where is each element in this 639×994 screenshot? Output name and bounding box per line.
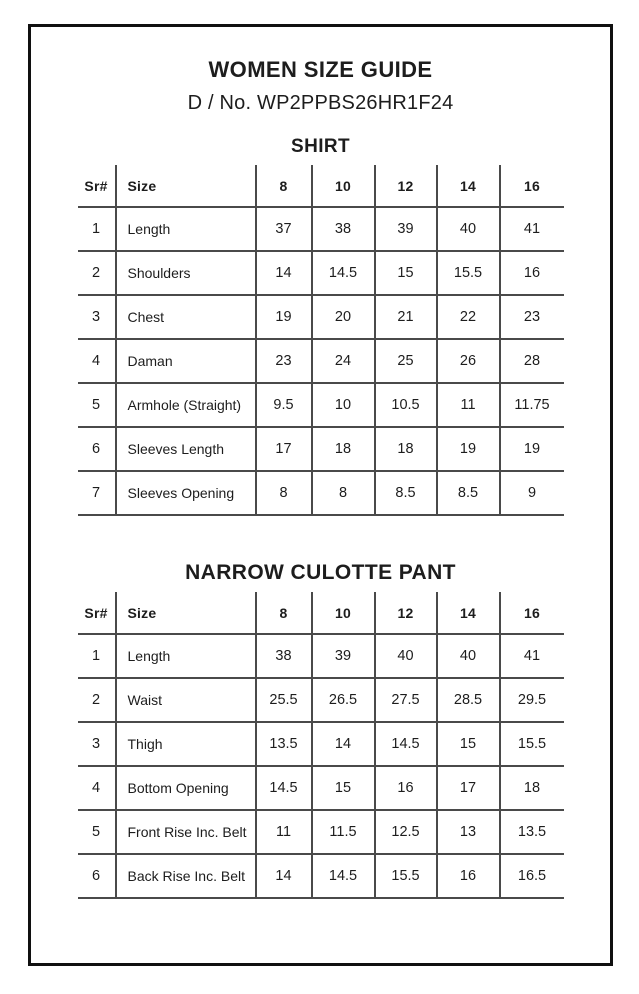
table-row xyxy=(78,766,564,810)
size-value-cell: 26.5 xyxy=(312,678,375,722)
size-column-header: Size xyxy=(116,592,256,634)
size-value-cell: 10.5 xyxy=(375,383,437,427)
size-value-cell: 18 xyxy=(375,427,437,471)
row-number-cell: 6 xyxy=(78,854,116,898)
size-value-cell: 19 xyxy=(500,427,564,471)
size-number-header: 16 xyxy=(500,592,564,634)
size-value-cell: 39 xyxy=(375,207,437,251)
size-value-cell: 21 xyxy=(375,295,437,339)
size-value-cell: 16 xyxy=(500,251,564,295)
size-value-cell: 17 xyxy=(256,427,312,471)
size-value-cell: 41 xyxy=(500,634,564,678)
size-value-cell: 26 xyxy=(437,339,500,383)
size-value-cell: 16 xyxy=(437,854,500,898)
row-number-cell: 6 xyxy=(78,427,116,471)
size-value-cell: 8.5 xyxy=(437,471,500,515)
size-guide-card xyxy=(28,24,613,966)
size-value-cell: 15.5 xyxy=(375,854,437,898)
size-number-header: 12 xyxy=(375,165,437,207)
size-value-cell: 38 xyxy=(256,634,312,678)
page-title: WOMEN SIZE GUIDE xyxy=(208,57,433,82)
size-value-cell: 14.5 xyxy=(312,854,375,898)
table-row xyxy=(78,207,564,251)
size-value-cell: 14 xyxy=(256,854,312,898)
size-value-cell: 8.5 xyxy=(375,471,437,515)
measurement-label-cell: Front Rise Inc. Belt xyxy=(116,810,256,854)
measurement-label-cell: Daman xyxy=(116,339,256,383)
row-number-cell: 2 xyxy=(78,251,116,295)
size-value-cell: 17 xyxy=(437,766,500,810)
table-row xyxy=(78,251,564,295)
measurement-label-cell: Back Rise Inc. Belt xyxy=(116,854,256,898)
size-value-cell: 18 xyxy=(500,766,564,810)
size-value-cell: 28 xyxy=(500,339,564,383)
table-row xyxy=(78,339,564,383)
size-value-cell: 15 xyxy=(437,722,500,766)
size-value-cell: 19 xyxy=(256,295,312,339)
measurement-label-cell: Sleeves Opening xyxy=(116,471,256,515)
size-value-cell: 38 xyxy=(312,207,375,251)
table-header-row xyxy=(78,165,564,207)
measurement-label-cell: Sleeves Length xyxy=(116,427,256,471)
row-number-cell: 7 xyxy=(78,471,116,515)
size-value-cell: 40 xyxy=(437,207,500,251)
measurement-label-cell: Length xyxy=(116,634,256,678)
table-row xyxy=(78,810,564,854)
size-value-cell: 14 xyxy=(312,722,375,766)
size-number-header: 10 xyxy=(312,592,375,634)
size-value-cell: 15 xyxy=(312,766,375,810)
serial-column-header: Sr# xyxy=(78,592,116,634)
size-value-cell: 15 xyxy=(375,251,437,295)
pant-section-title: NARROW CULOTTE PANT xyxy=(185,561,456,584)
size-value-cell: 11.5 xyxy=(312,810,375,854)
size-value-cell: 24 xyxy=(312,339,375,383)
size-number-header: 16 xyxy=(500,165,564,207)
size-value-cell: 20 xyxy=(312,295,375,339)
size-value-cell: 41 xyxy=(500,207,564,251)
size-value-cell: 11.75 xyxy=(500,383,564,427)
size-value-cell: 40 xyxy=(375,634,437,678)
table-row xyxy=(78,722,564,766)
size-value-cell: 23 xyxy=(256,339,312,383)
row-number-cell: 4 xyxy=(78,339,116,383)
table-row xyxy=(78,854,564,898)
size-value-cell: 10 xyxy=(312,383,375,427)
size-value-cell: 15.5 xyxy=(437,251,500,295)
size-value-cell: 14.5 xyxy=(256,766,312,810)
size-value-cell: 11 xyxy=(256,810,312,854)
table-row xyxy=(78,678,564,722)
row-number-cell: 3 xyxy=(78,722,116,766)
size-number-header: 8 xyxy=(256,165,312,207)
shirt-section-title: SHIRT xyxy=(291,136,350,157)
size-value-cell: 8 xyxy=(312,471,375,515)
serial-column-header: Sr# xyxy=(78,165,116,207)
row-number-cell: 1 xyxy=(78,634,116,678)
measurement-label-cell: Thigh xyxy=(116,722,256,766)
size-value-cell: 13.5 xyxy=(256,722,312,766)
measurement-label-cell: Armhole (Straight) xyxy=(116,383,256,427)
size-value-cell: 13.5 xyxy=(500,810,564,854)
row-number-cell: 3 xyxy=(78,295,116,339)
measurement-label-cell: Length xyxy=(116,207,256,251)
size-value-cell: 9.5 xyxy=(256,383,312,427)
size-value-cell: 29.5 xyxy=(500,678,564,722)
size-value-cell: 15.5 xyxy=(500,722,564,766)
size-value-cell: 14.5 xyxy=(312,251,375,295)
row-number-cell: 2 xyxy=(78,678,116,722)
size-value-cell: 9 xyxy=(500,471,564,515)
table-row xyxy=(78,634,564,678)
size-value-cell: 12.5 xyxy=(375,810,437,854)
size-value-cell: 39 xyxy=(312,634,375,678)
measurement-label-cell: Bottom Opening xyxy=(116,766,256,810)
row-number-cell: 1 xyxy=(78,207,116,251)
size-number-header: 12 xyxy=(375,592,437,634)
size-number-header: 10 xyxy=(312,165,375,207)
table-row xyxy=(78,427,564,471)
size-value-cell: 8 xyxy=(256,471,312,515)
size-number-header: 8 xyxy=(256,592,312,634)
size-value-cell: 25.5 xyxy=(256,678,312,722)
size-value-cell: 16.5 xyxy=(500,854,564,898)
design-number: D / No. WP2PPBS26HR1F24 xyxy=(187,92,454,114)
shirt-size-table xyxy=(78,165,564,516)
measurement-label-cell: Chest xyxy=(116,295,256,339)
size-number-header: 14 xyxy=(437,592,500,634)
size-value-cell: 18 xyxy=(312,427,375,471)
row-number-cell: 4 xyxy=(78,766,116,810)
size-value-cell: 40 xyxy=(437,634,500,678)
measurement-label-cell: Waist xyxy=(116,678,256,722)
size-value-cell: 27.5 xyxy=(375,678,437,722)
size-column-header: Size xyxy=(116,165,256,207)
size-value-cell: 13 xyxy=(437,810,500,854)
table-row xyxy=(78,471,564,515)
measurement-label-cell: Shoulders xyxy=(116,251,256,295)
size-value-cell: 23 xyxy=(500,295,564,339)
row-number-cell: 5 xyxy=(78,383,116,427)
table-header-row xyxy=(78,592,564,634)
row-number-cell: 5 xyxy=(78,810,116,854)
size-number-header: 14 xyxy=(437,165,500,207)
pant-size-table xyxy=(78,592,564,899)
size-value-cell: 28.5 xyxy=(437,678,500,722)
size-value-cell: 25 xyxy=(375,339,437,383)
size-value-cell: 11 xyxy=(437,383,500,427)
size-value-cell: 37 xyxy=(256,207,312,251)
size-value-cell: 16 xyxy=(375,766,437,810)
table-row xyxy=(78,383,564,427)
size-value-cell: 14 xyxy=(256,251,312,295)
size-value-cell: 19 xyxy=(437,427,500,471)
size-value-cell: 22 xyxy=(437,295,500,339)
table-row xyxy=(78,295,564,339)
size-value-cell: 14.5 xyxy=(375,722,437,766)
